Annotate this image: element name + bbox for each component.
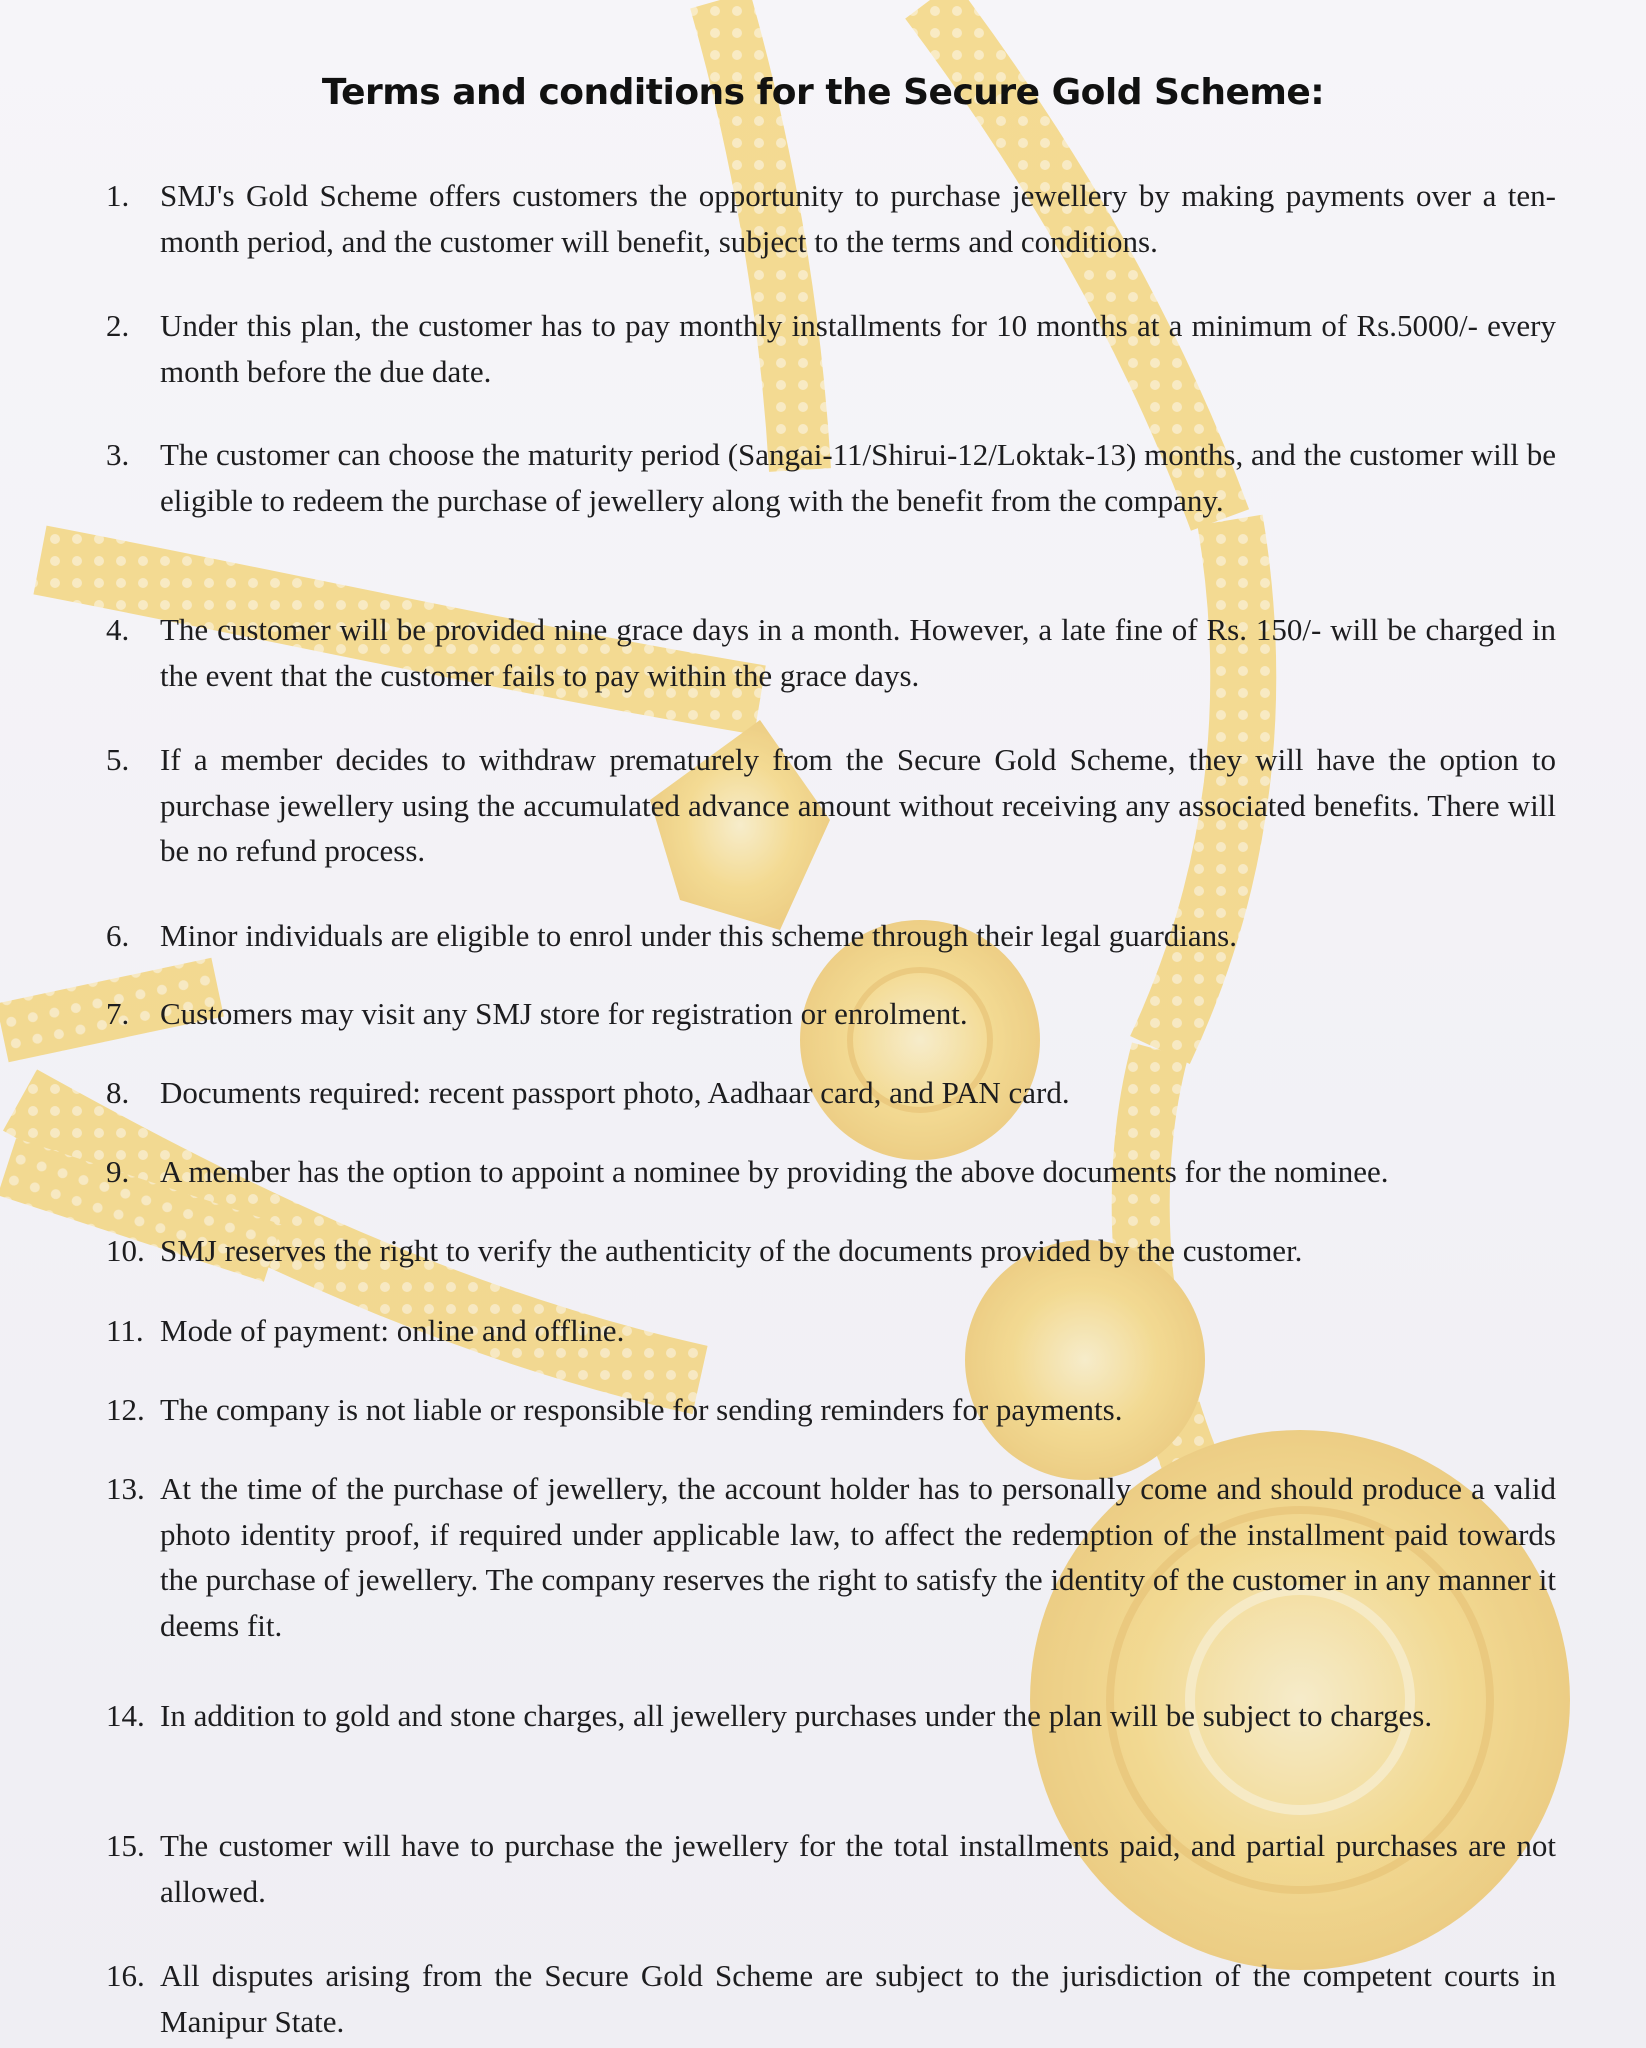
list-text: Documents required: recent passport photo, Aadhaar card, and PAN card. xyxy=(160,1075,1070,1110)
list-number: 13. xyxy=(106,1471,145,1506)
list-text: The customer can choose the maturity period (Sangai-11/Shirui-12/Loktak-13) months, and the customer will be eligible to redeem the purchase of jewellery along with the benefit from the company. xyxy=(160,437,1556,518)
list-number: 16. xyxy=(106,1958,145,1993)
list-number: 9. xyxy=(106,1154,130,1189)
list-text: Customers may visit any SMJ store for registration or enrolment. xyxy=(160,996,968,1031)
list-item xyxy=(106,432,1556,523)
list-number: 14. xyxy=(106,1698,145,1733)
list-text: SMJ's Gold Scheme offers customers the opportunity to purchase jewellery by making payments over a ten-month period, and the customer will benefit, subject to the terms and conditions. xyxy=(160,178,1556,259)
list-number: 8. xyxy=(106,1075,130,1110)
list-item xyxy=(106,1953,1556,2044)
list-item xyxy=(106,913,1556,959)
page-title: Terms and conditions for the Secure Gold Scheme: xyxy=(321,72,1325,113)
list-number: 11. xyxy=(106,1313,144,1348)
list-item xyxy=(106,173,1556,264)
list-number: 2. xyxy=(106,308,130,343)
list-text: Minor individuals are eligible to enrol under this scheme through their legal guardians. xyxy=(160,918,1237,953)
list-item xyxy=(106,1070,1556,1116)
list-item xyxy=(106,1149,1556,1195)
list-item xyxy=(106,1693,1556,1739)
list-number: 1. xyxy=(106,178,130,213)
list-item xyxy=(106,991,1556,1037)
list-text: Mode of payment: online and offline. xyxy=(160,1313,625,1348)
list-text: The customer will be provided nine grace days in a month. However, a late fine of Rs. 150/- will be charged in the event that the customer fails to pay within the grace days. xyxy=(160,612,1556,693)
list-item xyxy=(106,1823,1556,1914)
list-item xyxy=(106,303,1556,394)
list-item xyxy=(106,1308,1556,1354)
list-item xyxy=(106,1228,1556,1274)
list-text: In addition to gold and stone charges, all jewellery purchases under the plan will be subject to charges. xyxy=(160,1698,1433,1733)
list-text: SMJ reserves the right to verify the authenticity of the documents provided by the customer. xyxy=(160,1233,1303,1268)
list-number: 5. xyxy=(106,742,130,777)
list-text: All disputes arising from the Secure Gold Scheme are subject to the jurisdiction of the competent courts in Manipur State. xyxy=(160,1958,1556,2039)
list-text: Under this plan, the customer has to pay monthly installments for 10 months at a minimum of Rs.5000/- every month before the due date. xyxy=(160,308,1556,389)
list-item xyxy=(106,607,1556,698)
list-text: A member has the option to appoint a nominee by providing the above documents for the nominee. xyxy=(160,1154,1389,1189)
list-number: 10. xyxy=(106,1233,145,1268)
list-text: At the time of the purchase of jewellery, the account holder has to personally come and should produce a valid photo identity proof, if required under applicable law, to affect the redemption of the installment paid towards the purchase of jewellery. The company reserves the right to satisfy the identity of the customer in any manner it deems fit. xyxy=(160,1471,1556,1643)
list-number: 6. xyxy=(106,918,130,953)
list-item xyxy=(106,737,1556,874)
list-text: The company is not liable or responsible for sending reminders for payments. xyxy=(160,1392,1123,1427)
list-text: If a member decides to withdraw prematurely from the Secure Gold Scheme, they will have the option to purchase jewellery using the accumulated advance amount without receiving any associated benefits. There will be no refund process. xyxy=(160,742,1556,868)
list-number: 12. xyxy=(106,1392,145,1427)
list-item xyxy=(106,1466,1556,1648)
list-text: The customer will have to purchase the jewellery for the total installments paid, and partial purchases are not allowed. xyxy=(160,1828,1556,1909)
list-number: 7. xyxy=(106,996,130,1031)
list-number: 4. xyxy=(106,612,130,647)
list-number: 3. xyxy=(106,437,130,472)
list-number: 15. xyxy=(106,1828,145,1863)
list-item xyxy=(106,1387,1556,1433)
